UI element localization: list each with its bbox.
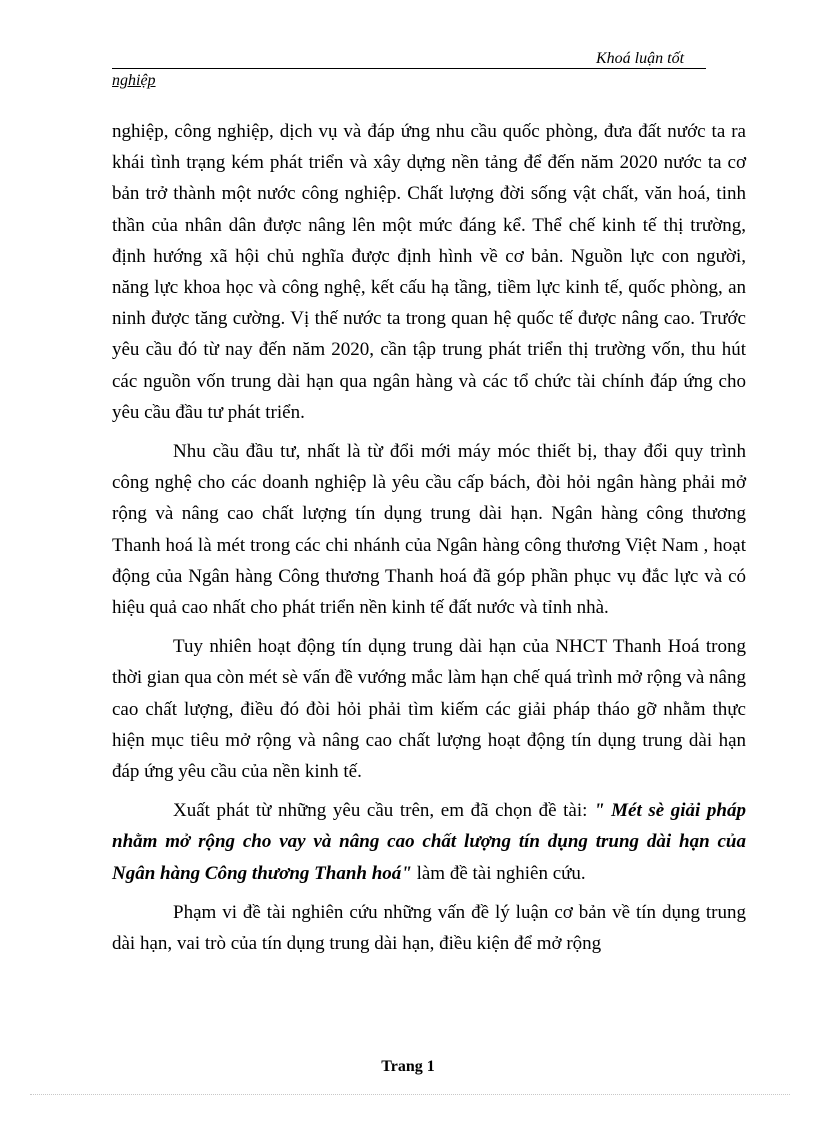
paragraph: Tuy nhiên hoạt động tín dụng trung dài hạn của NHCT Thanh Hoá trong thời gian qua còn mét sè vấn đề vướng mắc làm hạn chế quá trình mở rộng và nâng cao chất lượng, điều đó đòi hỏi phải tìm kiếm các giải pháp tháo gỡ nhằm thực hiện mục tiêu mở rộng và nâng cao chất lượng hoạt động tín dụng trung dài hạn đáp ứng yêu cầu của nền kinh tế. — [112, 636, 746, 783]
topic-paragraph — [112, 795, 746, 889]
topic-intro: Xuất phát từ những yêu cầu trên, em đã chọn đề tài: — [173, 800, 595, 822]
header-title-continued: nghiệp — [112, 72, 156, 89]
topic-outro: làm đề tài nghiên cứu. — [411, 862, 586, 884]
header-title: Khoá luận tốt — [596, 50, 685, 67]
topic-title: " Mét sè giải pháp nhằm mở rộng cho vay và nâng cao chất lượng tín dụng trung dài hạn của Ngân hàng Công thương Thanh hoá" — [112, 800, 746, 884]
paragraph: Phạm vi đề tài nghiên cứu những vấn đề lý luận cơ bản về tín dụng trung dài hạn, vai trò của tín dụng trung dài hạn, điều kiện để mở rộng — [112, 901, 746, 955]
header-divider — [112, 68, 706, 69]
paragraph: nghiệp, công nghiệp, dịch vụ và đáp ứng nhu cầu quốc phòng, đưa đất nước ta ra khái tình trạng kém phát triển và xây dựng nền tảng để đến năm 2020 nước ta cơ bản trở thành một nước công nghiệp. Chất lượng đời sống vật chất, văn hoá, tinh thần của nhân dân được nâng lên một mức đáng kể. Thể chế kinh tế thị trường, định hướng xã hội chủ nghĩa được định hình về cơ bản. Nguồn lực con người, năng lực khoa học và công nghệ, kết cấu hạ tầng, tiềm lực kinh tế, quốc phòng, an ninh được tăng cường. Vị thế nước ta trong quan hệ quốc tế được nâng cao. Trước yêu cầu đó từ nay đến năm 2020, cần tập trung phát triển thị trường vốn, thu hút các nguồn vốn trung dài hạn qua ngân hàng và các tổ chức tài chính đáp ứng cho yêu cầu đầu tư phát triển. — [112, 121, 746, 423]
page-bottom-divider — [30, 1094, 790, 1095]
paragraph: Nhu cầu đầu tư, nhất là từ đổi mới máy móc thiết bị, thay đổi quy trình công nghệ cho các doanh nghiệp là yêu cầu cấp bách, đòi hỏi ngân hàng phải mở rộng và nâng cao chất lượng tín dụng trung dài hạn. Ngân hàng công thương Thanh hoá là mét trong các chi nhánh của Ngân hàng công thương Việt Nam , hoạt động của Ngân hàng Công thương Thanh hoá đã góp phần phục vụ đắc lực và có hiệu quả cao nhất cho phát triển nền kinh tế đất nước và tỉnh nhà. — [112, 441, 746, 619]
page-number: Trang 1 — [381, 1058, 435, 1075]
document-body — [112, 116, 746, 967]
